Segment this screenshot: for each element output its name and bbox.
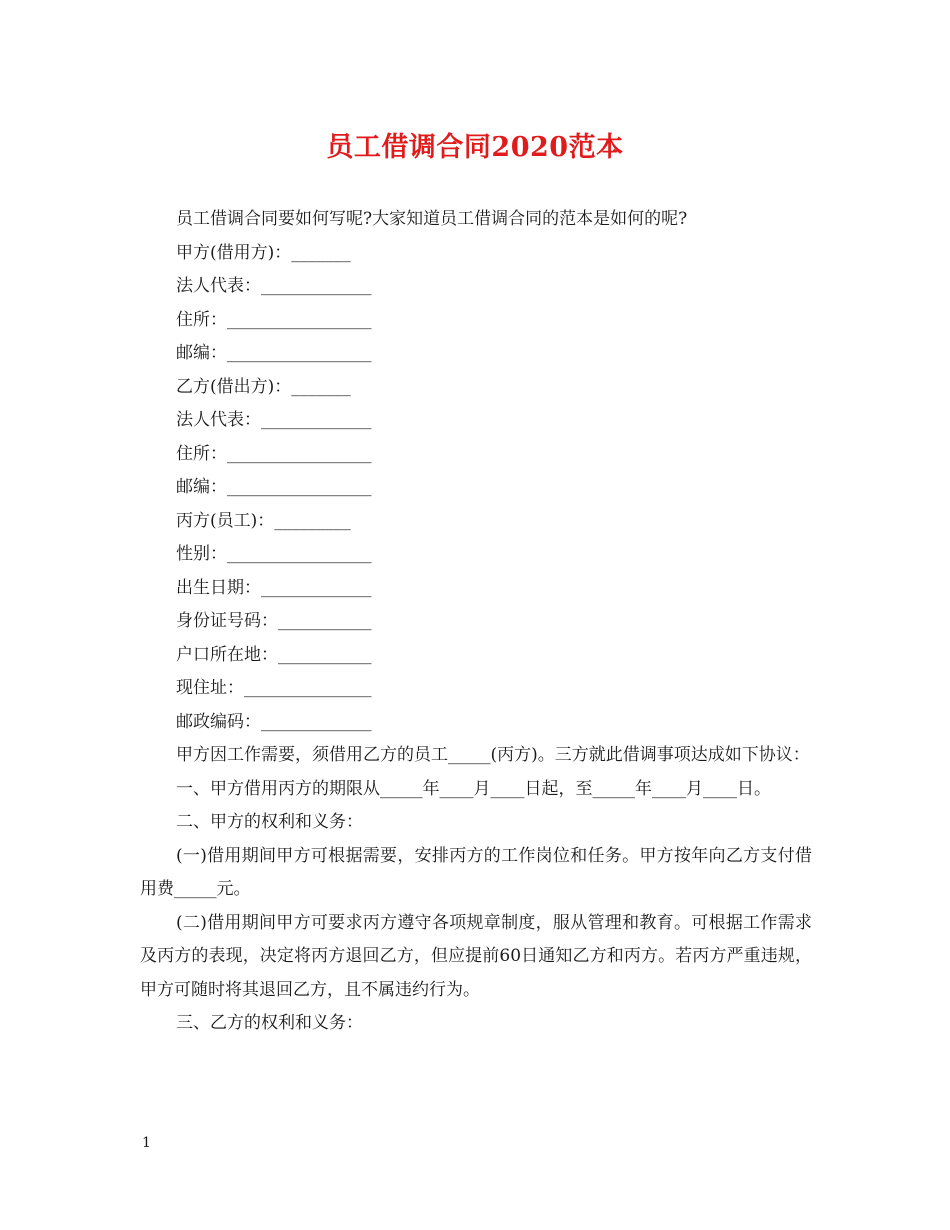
party-c-field: 丙方(员工)：_________ bbox=[176, 510, 351, 531]
gender-field: 性别：_________________ bbox=[176, 544, 372, 564]
party-b-field: 乙方(借出方)：_______ bbox=[176, 376, 351, 397]
party-a-legal-rep-field: 法人代表：_____________ bbox=[176, 276, 372, 296]
clause-three-heading: 三、乙方的权利和义务： bbox=[176, 1013, 363, 1033]
party-b-legal-rep-field: 法人代表：_____________ bbox=[176, 410, 372, 430]
page-number: 1 bbox=[142, 1135, 151, 1151]
household-location-field: 户口所在地：___________ bbox=[176, 644, 372, 665]
clause-two-item-one: (一)借用期间甲方可根据需要，安排丙方的工作岗位和任务。甲方按年向乙方支付借用费_____元。 bbox=[140, 845, 812, 899]
current-address-field: 现住址：_______________ bbox=[176, 678, 372, 698]
document-title: 员工借调合同2020范本 bbox=[326, 132, 624, 163]
party-a-postcode-field: 邮编：_________________ bbox=[176, 343, 372, 363]
party-a-address-field: 住所：_________________ bbox=[176, 309, 372, 330]
clause-two-item-two: (二)借用期间甲方可要求丙方遵守各项规章制度，服从管理和教育。可根据工作需求及丙方的表现，决定将丙方退回乙方，但应提前60日通知乙方和丙方。若丙方严重违规，甲方可随时将其退回乙方，且不属违约行为。 bbox=[140, 912, 812, 1000]
party-a-field: 甲方(借用方)：_______ bbox=[176, 242, 351, 263]
id-number-field: 身份证号码：___________ bbox=[176, 611, 372, 631]
agreement-preamble: 甲方因工作需要，须借用乙方的员工_____(丙方)。三方就此借调事项达成如下协议： bbox=[176, 745, 810, 765]
party-b-postcode-field: 邮编：_________________ bbox=[176, 477, 372, 497]
intro-paragraph: 员工借调合同要如何写呢?大家知道员工借调合同的范本是如何的呢? bbox=[176, 209, 688, 229]
postal-code-field: 邮政编码：_____________ bbox=[176, 711, 372, 732]
party-b-address-field: 住所：_________________ bbox=[176, 443, 372, 464]
document-body bbox=[140, 203, 812, 1041]
birth-date-field: 出生日期：_____________ bbox=[176, 577, 372, 598]
clause-one: 一、甲方借用丙方的期限从_____年____月____日起，至_____年____月____日。 bbox=[176, 778, 771, 799]
clause-two-heading: 二、甲方的权利和义务： bbox=[176, 812, 363, 832]
